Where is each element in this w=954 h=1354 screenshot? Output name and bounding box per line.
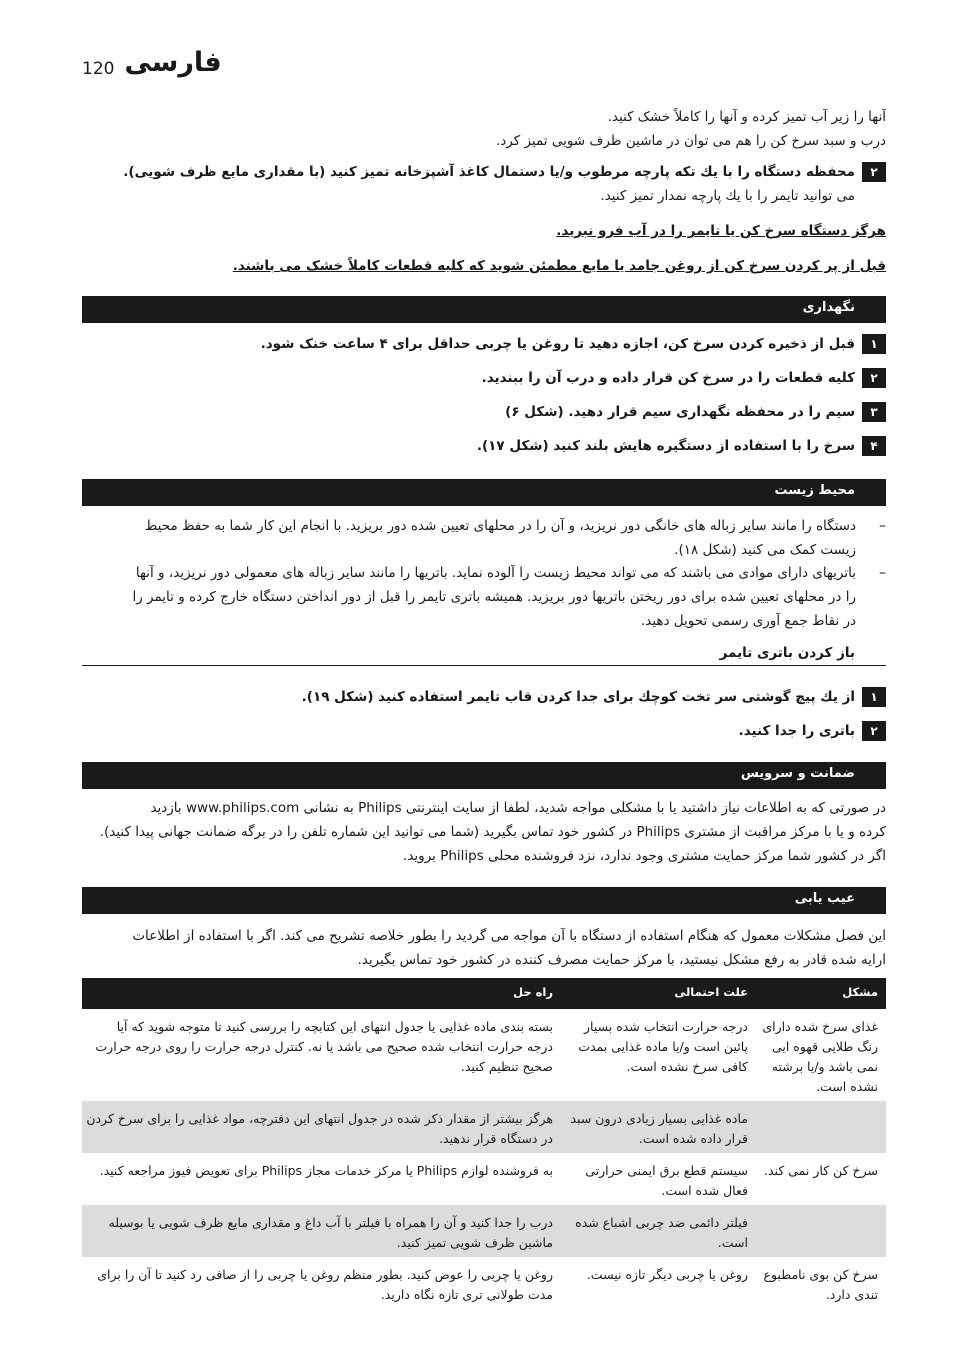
step-text: سرخ را با استفاده از دستگیره هایش بلند کنید (شکل ۱۷).	[476, 438, 855, 454]
bullet-text: باتریهای دارای موادی می باشند که می تواند محیط زیست را آلوده نماید. باتریها را مانند سایر زباله های معمولی دور نریزید، و آنها	[135, 565, 856, 581]
paragraph-line: اگر در کشور شما مرکز حمایت مشتری وجود ندارد، نزد فروشنده محلی Philips بروید.	[403, 848, 886, 864]
step-number: ۱	[862, 687, 886, 707]
cell-line: بسته بندی ماده غذایی یا جدول انتهای این کتابچه را بررسی کنید تا متوجه شوید که آیا	[116, 1019, 553, 1034]
cell-line: فعال شده است.	[661, 1183, 748, 1198]
cell-line: نشده است.	[816, 1079, 878, 1094]
section-title: ضمانت و سرویس	[740, 766, 855, 781]
section-heading-storage	[82, 296, 886, 323]
cell-line: نمی باشد و/یا برشته	[771, 1059, 878, 1074]
warning-text: هرگز دستگاه سرخ كن یا تایمر را در آب فرو نبرید.	[556, 223, 886, 239]
step-number: ۳	[862, 402, 886, 422]
step-text: سیم را در محفظه نگهداری سیم قرار دهید. (شکل ۶)	[505, 404, 855, 420]
step-text: باتری را جدا كنید.	[738, 723, 855, 739]
bullet-text: دستگاه را مانند سایر زباله های خانگی دور نریزید، و آن را در محلهای تعیین شده دور بریزید. با انجام این کار شما به حفظ محیط	[144, 518, 856, 534]
section-heading-guarantee	[82, 762, 886, 789]
cell-line: درجه حرارت انتخاب شده صحیح می باشد یا نه. کنترل درجه حرارت را روی درجه حرارت	[95, 1039, 553, 1054]
cell-line: قرار داده شده است.	[638, 1131, 748, 1146]
cell-problem	[758, 1265, 878, 1305]
step-number: ۲	[862, 721, 886, 741]
cell-line: درب را جدا کنید و آن را همراه با فیلتر با آب داغ و مقداری مایع ظرف شویی یا بوسیله	[108, 1215, 553, 1230]
cell-line: به فروشنده لوازم Philips یا مرکز خدمات مجاز Philips برای تعویض فیوز مراجعه کنید.	[99, 1163, 553, 1178]
cell-line: تندی دارد.	[825, 1287, 878, 1302]
cell-solution	[83, 1017, 553, 1077]
cell-cause	[568, 1161, 748, 1201]
section-title: عیب یابی	[794, 891, 855, 906]
cell-line: سرخ کن بوی نامطبوع	[763, 1267, 878, 1282]
cell-line: غذای سرخ شده دارای	[762, 1019, 878, 1034]
bullet-dash: –	[879, 565, 886, 581]
table-row	[82, 1153, 886, 1205]
section-title: محیط زیست	[774, 483, 855, 498]
step-text: محفظه دستگاه را با یك تكه پارچه مرطوب و/یا دستمال كاغذ آشپزخانه تمیز كنید (با مقداری مایع ظرف شویی).	[123, 164, 855, 180]
step-note: می توانید تایمر را با یك پارچه نمدار تمیز كنید.	[600, 188, 855, 204]
cell-line: است.	[717, 1235, 748, 1250]
cell-solution	[83, 1213, 553, 1253]
cell-line: پائین است و/یا ماده غذایی بمدت	[578, 1039, 748, 1054]
table-row	[82, 1257, 886, 1313]
section-title: نگهداری	[802, 300, 855, 315]
intro-line: آنها را زیر آب تمیز کرده و آنها را کاملاً خشک کنید.	[607, 109, 886, 125]
cell-cause	[568, 1213, 748, 1253]
cell-line: کافی سرخ نشده است.	[626, 1059, 748, 1074]
cell-solution	[83, 1265, 553, 1305]
bullet-text: در نقاط جمع آوری رسمی تحویل دهید.	[640, 613, 856, 629]
table-body	[82, 1009, 886, 1313]
step-text: کلیه قطعات را در سرخ کن قرار داده و درب آن را ببندید.	[481, 370, 855, 386]
table-header	[82, 978, 886, 1009]
cell-line: ماده غذایی بسیار زیادی درون سبد	[570, 1111, 748, 1126]
step-number: ۲	[862, 368, 886, 388]
page-number: 120	[82, 59, 115, 79]
subheading: باز کردن باتری تایمر	[719, 645, 855, 661]
bullet-text: را در محلهای تعیین شده برای دور ریختن باتریها دور بریزید. همیشه باتری تایمر را قبل از دور انداختن دستگاه خارج کرده و تایمر را	[132, 589, 856, 605]
table-row	[82, 1009, 886, 1101]
table-row	[82, 1101, 886, 1153]
step-number: ۱	[862, 334, 886, 354]
intro-line: درب و سبد سرخ کن را هم می توان در ماشین ظرف شویی تمیز کرد.	[495, 133, 886, 149]
paragraph-line: این فصل مشکلات معمول که هنگام استفاده از دستگاه با آن مواجه می گردید را بطور خلاصه تشریح می کند. اگر با استفاده از اطلاعات	[132, 928, 886, 944]
cell-line: فیلتر دائمی ضد چربی اشباع شده	[575, 1215, 748, 1230]
cell-line: درجه حرارت انتخاب شده بسیار	[583, 1019, 748, 1034]
bullet-dash: –	[879, 518, 886, 534]
step-text: از یك پیچ گوشتی سر تخت كوچك برای جدا كردن قاب تایمر استفاده كنید (شكل ۱۹).	[301, 689, 855, 705]
troubleshooting-table	[82, 978, 886, 1313]
step-text: قبل از ذخیره کردن سرخ کن، اجازه دهید تا روغن یا چربی حداقل برای ۴ ساعت خنک شود.	[260, 336, 855, 352]
cell-line: روغن یا چربی دیگر تازه نیست.	[586, 1267, 748, 1282]
column-header-cause: علت احتمالی	[674, 985, 748, 999]
cell-problem	[758, 1017, 878, 1097]
warning-text: قبل از پر کردن سرخ کن از روغن جامد یا مایع مطمئن شوید که کلیه قطعات کاملاً خشک می باشند.	[232, 258, 886, 274]
cell-line: مدت طولانی تری تازه نگاه دارید.	[380, 1287, 553, 1302]
paragraph-line: در صورتی که به اطلاعات نیاز داشتید یا با مشکلی مواجه شدید، لطفا از سایت اینترنتی Philips به نشانی www.philips.com بازدید	[150, 800, 886, 816]
table-row	[82, 1205, 886, 1257]
cell-line: سرخ کن کار نمی کند.	[764, 1163, 878, 1178]
step-number: ۴	[862, 436, 886, 456]
cell-line: ماشین ظرف شویی تمیز کنید.	[396, 1235, 553, 1250]
section-heading-environment	[82, 479, 886, 506]
cell-line: صحیح تنظیم کنید.	[460, 1059, 553, 1074]
cell-line: هرگز بیشتر از مقدار ذکر شده در جدول انتهای این دفترچه، مواد غذایی را برای سرخ کردن	[86, 1111, 553, 1126]
page-header	[82, 40, 222, 80]
cell-solution	[83, 1161, 553, 1181]
section-heading-troubleshooting	[82, 887, 886, 914]
cell-line: سیستم قطع برق ایمنی حرارتی	[585, 1163, 748, 1178]
cell-line: در دستگاه قرار ندهید.	[439, 1131, 553, 1146]
column-header-solution: راه حل	[513, 985, 553, 999]
cell-problem	[758, 1161, 878, 1181]
bullet-text: زیست کمک می کنید (شکل ۱۸).	[674, 542, 856, 558]
cell-line: روغن یا چربی را عوض کنید. بطور منظم روغن یا چربی را از صافی رد کنید تا آن را برای	[97, 1267, 553, 1282]
cell-line: رنگ طلایی قهوه ایی	[771, 1039, 878, 1054]
cell-cause	[568, 1265, 748, 1285]
language-title: فارسی	[124, 47, 222, 78]
cell-cause	[568, 1109, 748, 1149]
column-header-problem: مشکل	[842, 985, 878, 999]
cell-cause	[568, 1017, 748, 1077]
divider	[82, 665, 886, 666]
paragraph-line: ارایه شده قادر به رفع مشکل نیستید، با مرکز حمایت مصرف کننده در کشور خود تماس بگیرید.	[357, 952, 886, 968]
cell-solution	[83, 1109, 553, 1149]
step-number: ۲	[862, 162, 886, 182]
paragraph-line: کرده و یا با مرکز مراقبت از مشتری Philips در کشور خود تماس بگیرید (شما می توانید این شماره تلفن را در برگه ضمانت جهانی پیدا کنید).	[99, 824, 886, 840]
